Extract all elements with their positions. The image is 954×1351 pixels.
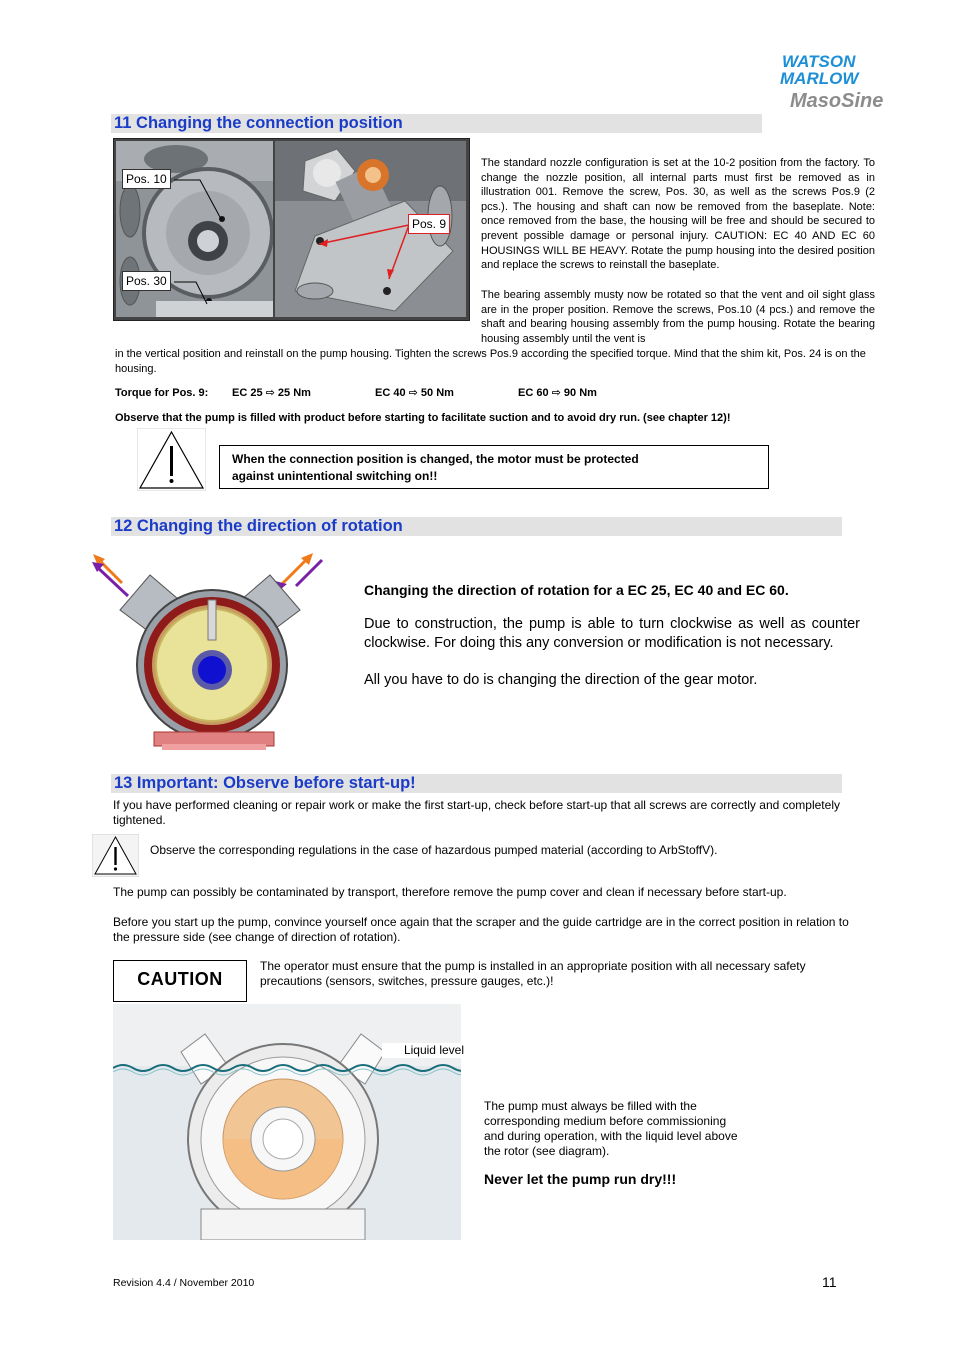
label-pos9: Pos. 9 [408, 214, 450, 234]
section-11-para2-cont: in the vertical position and reinstall on the pump housing. Tighten the screws Pos.9 according the specified torque. Mind that the shim kit, Pos. 24 is on the housing. [115, 348, 866, 375]
connection-warning-line1: When the connection position is changed, the motor must be protected [232, 452, 639, 466]
torque-ec60: EC 60 ⇨ 90 Nm [518, 387, 597, 399]
section-13-heading: 13 Important: Observe before start-up! [114, 774, 416, 792]
section-13-para2: The pump can possibly be contaminated by transport, therefore remove the pump cover and clean if necessary before start-up. [113, 885, 787, 899]
dry-run-warning: Never let the pump run dry!!! [484, 1171, 677, 1187]
section-11-para2: The bearing assembly musty now be rotated so that the vent and oil sight glass are in the proper position. Remove the screws, Pos.10 (4 pcs.) and remove the shaft and bearing housing assembly from the pump housing. Rotate the bearing housing assembly until the vent is [481, 289, 875, 345]
rotation-para2: All you have to do is changing the direction of the gear motor. [364, 672, 758, 688]
rotation-para1: Due to construction, the pump is able to turn clockwise as well as counter clockwise. For doing this any conversion or modification is not necessary. [364, 616, 860, 651]
section-11-heading-bar [111, 114, 762, 133]
connection-photos [113, 138, 470, 321]
torque-ec40: EC 40 ⇨ 50 Nm [375, 387, 454, 399]
rotation-diagram [90, 550, 330, 755]
observe-note: Observe that the pump is filled with product before starting to facilitate suction and to avoid dry run. (see chapter 12)! [115, 412, 731, 424]
liquid-level-label: Liquid level [382, 1043, 466, 1058]
hazard-triangle-icon [92, 834, 139, 877]
label-pos10: Pos. 10 [122, 169, 171, 189]
page-number: 11 [822, 1274, 837, 1290]
caution-label: CAUTION [137, 969, 223, 989]
brand-logo [778, 50, 903, 112]
arrow-purple-left [96, 566, 128, 596]
section-12-heading-bar [111, 517, 842, 536]
label-pos30: Pos. 30 [122, 271, 171, 291]
section-13-para3: Before you start up the pump, convince yourself once again that the scraper and the guide cartridge are in the correct position in relation to the pressure side (see change of direction of rotation). [113, 915, 849, 944]
rotation-subtitle: Changing the direction of rotation for a EC 25, EC 40 and EC 60. [364, 582, 789, 598]
logo-line2: MARLOW [780, 69, 859, 88]
section-12-heading: 12 Changing the direction of rotation [114, 517, 403, 535]
arrow-orange-right [282, 558, 308, 584]
torque-label: Torque for Pos. 9: [115, 387, 209, 399]
logo-line3: MasoSine [790, 90, 884, 112]
section-11-heading: 11 Changing the connection position [114, 114, 403, 132]
torque-ec25: EC 25 ⇨ 25 Nm [232, 387, 311, 399]
torque-row [115, 386, 815, 401]
connection-warning-box [219, 445, 769, 489]
caution-box [113, 960, 247, 1002]
logo-line1: WATSON [782, 52, 856, 71]
liquid-level-diagram [113, 1004, 461, 1240]
hazard-warning-text: Observe the corresponding regulations in the case of hazardous pumped material (according to ArbStoffV). [150, 843, 718, 857]
fill-instruction: The pump must always be filled with the corresponding medium before commissioning and during operation, with the liquid level above the rotor (see diagram). [484, 1099, 738, 1158]
footer-revision: Revision 4.4 / November 2010 [113, 1277, 255, 1289]
warning-triangle-icon [137, 428, 206, 491]
section-13-para1: If you have performed cleaning or repair work or make the first start-up, check before start-up that all screws are correctly and completely tightened. [113, 798, 840, 827]
section-11-para1: The standard nozzle configuration is set at the 10-2 position from the factory. To change the nozzle position, all internal parts must first be removed as in illustration 001. Remove the screw, Pos. 30, as well as the screws Pos.9 (2 pcs.). The housing and shaft can now be removed from the baseplate. Note: once removed from the base, the housing will be free and should be secured to prevent possible damage or personal injury. CAUTION: EC 40 AND EC 60 HOUSINGS WILL BE HEAVY. Rotate the pump housing into the desired position and replace the screws to reinstall the baseplate. [481, 157, 875, 272]
connection-warning-line2: against unintentional switching on!! [232, 469, 438, 483]
section-13-heading-bar [111, 774, 842, 793]
caution-text: The operator must ensure that the pump is installed in an appropriate position with all necessary safety precautions (sensors, switches, pressure gauges, etc.)! [260, 959, 806, 988]
